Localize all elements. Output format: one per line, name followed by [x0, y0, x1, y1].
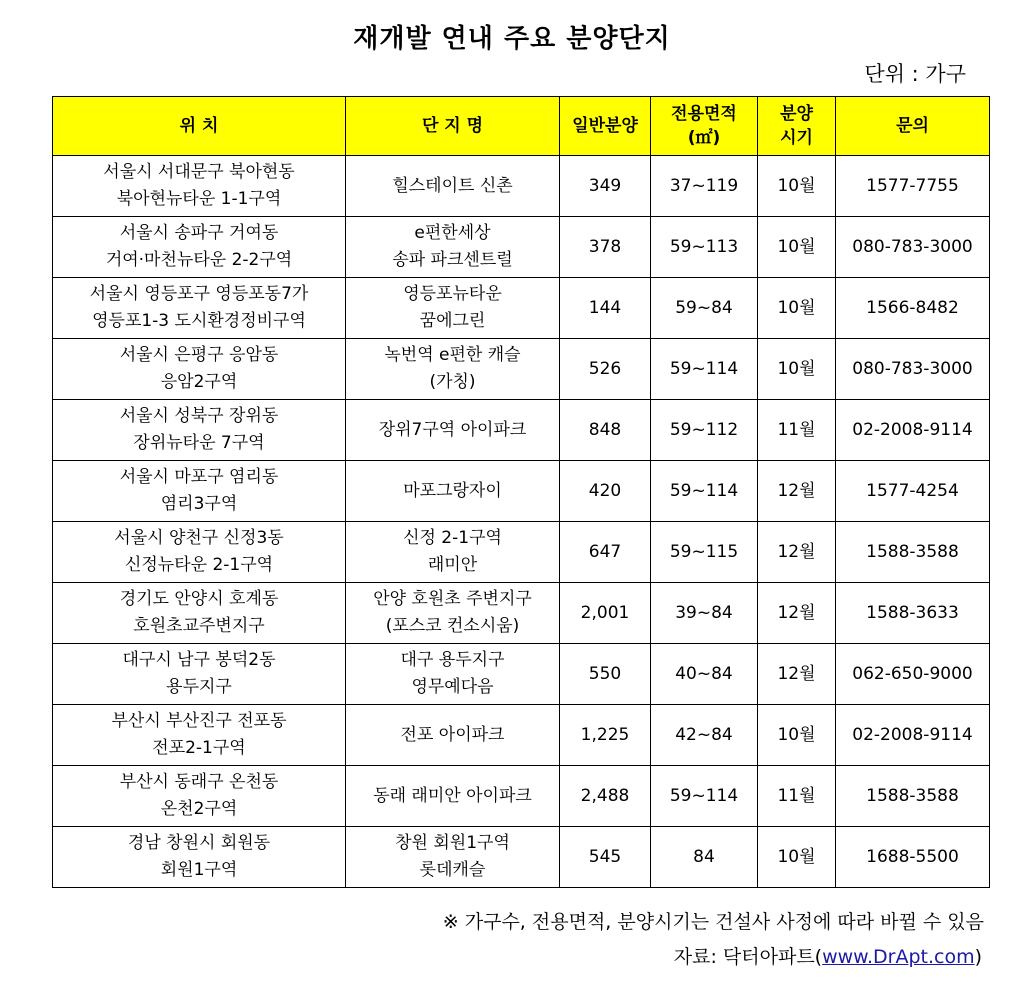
unit-label: 단위 : 가구: [864, 62, 966, 86]
cell-line: 단 지 명: [421, 116, 484, 136]
area-cell: 37~119: [651, 156, 758, 217]
cell-line: 서울시 송파구 거여동: [119, 223, 279, 243]
units-cell: 349: [560, 156, 651, 217]
table-row: [53, 217, 990, 278]
cell-line: 시기: [780, 128, 813, 148]
source-note: [674, 942, 982, 969]
cell-line: 장위뉴타운 7구역: [133, 433, 265, 453]
header-row: [53, 97, 990, 156]
contact-cell: 1566-8482: [836, 278, 990, 339]
complex-name-cell: [346, 827, 560, 888]
cell-line: 래미안: [427, 555, 478, 575]
complex-name-cell: [346, 400, 560, 461]
header-area: [651, 97, 758, 156]
header-period: [758, 97, 836, 156]
table-header: [53, 97, 990, 156]
cell-line: 부산시 동래구 온천동: [119, 772, 279, 792]
table-row: [53, 766, 990, 827]
contact-cell: 080-783-3000: [836, 217, 990, 278]
complex-name-cell: [346, 522, 560, 583]
table-row: [53, 522, 990, 583]
area-cell: 42~84: [651, 705, 758, 766]
footnote: ※ 가구수, 전용면적, 분양시기는 건설사 사정에 따라 바뀔 수 있음: [442, 911, 984, 933]
source-suffix: ): [974, 946, 982, 968]
cell-line: (㎡): [687, 128, 721, 148]
location-cell: [53, 156, 346, 217]
cell-line: 힐스테이트 신촌: [392, 175, 513, 196]
cell-line: 영무예다음: [411, 677, 494, 697]
complex-name-cell: [346, 339, 560, 400]
location-cell: [53, 217, 346, 278]
area-cell: 59~114: [651, 339, 758, 400]
source-prefix: 자료: 닥터아파트(: [673, 946, 823, 968]
area-cell: 59~115: [651, 522, 758, 583]
period-cell: 12월: [758, 461, 836, 522]
units-cell: 1,225: [560, 705, 651, 766]
contact-cell: 02-2008-9114: [836, 400, 990, 461]
units-cell: 647: [560, 522, 651, 583]
cell-line: 영등포1-3 도시환경정비구역: [92, 311, 306, 331]
cell-line: 녹번역 e편한 캐슬: [384, 345, 521, 365]
header-complex: [346, 97, 560, 156]
location-cell: [53, 705, 346, 766]
cell-line: 북아현뉴타운 1-1구역: [116, 189, 282, 209]
area-cell: 59~113: [651, 217, 758, 278]
location-cell: [53, 583, 346, 644]
units-cell: 848: [560, 400, 651, 461]
cell-line: (가칭): [429, 372, 476, 392]
cell-line: 장위7구역 아이파크: [378, 419, 527, 440]
units-cell: 545: [560, 827, 651, 888]
units-cell: 2,488: [560, 766, 651, 827]
contact-cell: 1688-5500: [836, 827, 990, 888]
cell-line: 영등포뉴타운: [403, 284, 502, 304]
contact-cell: 02-2008-9114: [836, 705, 990, 766]
units-cell: 2,001: [560, 583, 651, 644]
area-cell: 59~84: [651, 278, 758, 339]
cell-line: 응암2구역: [160, 372, 238, 392]
cell-line: 일반분양: [572, 116, 638, 136]
units-cell: 526: [560, 339, 651, 400]
area-cell: 59~112: [651, 400, 758, 461]
cell-line: 창원 회원1구역: [395, 833, 510, 853]
cell-line: 안양 호원초 주변지구: [373, 589, 532, 609]
contact-cell: 080-783-3000: [836, 339, 990, 400]
location-cell: [53, 827, 346, 888]
table-row: [53, 400, 990, 461]
period-cell: 10월: [758, 827, 836, 888]
contact-cell: 062-650-9000: [836, 644, 990, 705]
units-cell: 550: [560, 644, 651, 705]
cell-line: 서울시 마포구 염리동: [119, 467, 279, 487]
cell-line: 서울시 서대문구 북아현동: [103, 162, 295, 182]
location-cell: [53, 522, 346, 583]
cell-line: 전포2-1구역: [152, 738, 246, 758]
area-cell: 59~114: [651, 461, 758, 522]
units-cell: 144: [560, 278, 651, 339]
table-row: [53, 583, 990, 644]
cell-line: (포스코 컨소시움): [385, 616, 520, 636]
cell-line: 전용면적: [671, 104, 737, 124]
period-cell: 10월: [758, 339, 836, 400]
location-cell: [53, 644, 346, 705]
table-row: [53, 278, 990, 339]
table-row: [53, 461, 990, 522]
contact-cell: 1577-7755: [836, 156, 990, 217]
period-cell: 10월: [758, 705, 836, 766]
period-cell: 10월: [758, 278, 836, 339]
cell-line: 서울시 영등포구 영등포동7가: [89, 284, 309, 304]
header-contact: [836, 97, 990, 156]
location-cell: [53, 461, 346, 522]
cell-line: 회원1구역: [160, 860, 238, 880]
page-title: 재개발 연내 주요 분양단지: [353, 24, 671, 54]
units-cell: 420: [560, 461, 651, 522]
cell-line: 송파 파크센트럴: [392, 250, 513, 270]
cell-line: 경기도 안양시 호계동: [119, 589, 279, 609]
cell-line: 위 치: [179, 116, 219, 136]
period-cell: 10월: [758, 217, 836, 278]
complex-name-cell: [346, 644, 560, 705]
cell-line: 온천2구역: [160, 799, 238, 819]
period-cell: 11월: [758, 766, 836, 827]
cell-line: 마포그랑자이: [403, 480, 502, 501]
period-cell: 10월: [758, 156, 836, 217]
area-cell: 59~114: [651, 766, 758, 827]
cell-line: 전포 아이파크: [400, 724, 505, 745]
cell-line: 신정뉴타운 2-1구역: [124, 555, 274, 575]
complex-name-cell: [346, 156, 560, 217]
period-cell: 12월: [758, 522, 836, 583]
table-row: [53, 339, 990, 400]
complex-name-cell: [346, 583, 560, 644]
cell-line: e편한세상: [414, 223, 491, 243]
area-cell: 39~84: [651, 583, 758, 644]
header-units: [560, 97, 651, 156]
contact-cell: 1588-3588: [836, 522, 990, 583]
complex-name-cell: [346, 705, 560, 766]
complex-name-cell: [346, 217, 560, 278]
cell-line: 롯데캐슬: [419, 860, 486, 880]
area-cell: 40~84: [651, 644, 758, 705]
contact-cell: 1588-3588: [836, 766, 990, 827]
units-cell: 378: [560, 217, 651, 278]
cell-line: 용두지구: [166, 677, 232, 697]
table-row: [53, 156, 990, 217]
source-link[interactable]: www.DrApt.com: [822, 946, 975, 968]
table-row: [53, 644, 990, 705]
location-cell: [53, 766, 346, 827]
complex-name-cell: [346, 278, 560, 339]
location-cell: [53, 400, 346, 461]
cell-line: 신정 2-1구역: [403, 528, 502, 548]
contact-cell: 1588-3633: [836, 583, 990, 644]
cell-line: 대구시 남구 봉덕2동: [122, 650, 276, 670]
table-body: [53, 156, 990, 888]
cell-line: 서울시 은평구 응암동: [119, 345, 279, 365]
period-cell: 12월: [758, 583, 836, 644]
location-cell: [53, 339, 346, 400]
cell-line: 경남 창원시 회원동: [127, 833, 271, 853]
cell-line: 호원초교주변지구: [133, 616, 265, 636]
cell-line: 부산시 부산진구 전포동: [111, 711, 287, 731]
period-cell: 11월: [758, 400, 836, 461]
complex-table: [52, 96, 990, 888]
table-row: [53, 705, 990, 766]
area-cell: 84: [651, 827, 758, 888]
period-cell: 12월: [758, 644, 836, 705]
cell-line: 거여·마천뉴타운 2-2구역: [105, 250, 293, 270]
cell-line: 염리3구역: [160, 494, 238, 514]
contact-cell: 1577-4254: [836, 461, 990, 522]
cell-line: 동래 래미안 아이파크: [373, 785, 532, 806]
cell-line: 꿈에그린: [419, 311, 486, 331]
complex-name-cell: [346, 461, 560, 522]
cell-line: 분양: [780, 104, 813, 124]
cell-line: 대구 용두지구: [400, 650, 505, 670]
location-cell: [53, 278, 346, 339]
complex-name-cell: [346, 766, 560, 827]
cell-line: 서울시 성북구 장위동: [119, 406, 279, 426]
table-row: [53, 827, 990, 888]
cell-line: 문의: [896, 116, 929, 136]
header-location: [53, 97, 346, 156]
cell-line: 서울시 양천구 신정3동: [114, 528, 284, 548]
